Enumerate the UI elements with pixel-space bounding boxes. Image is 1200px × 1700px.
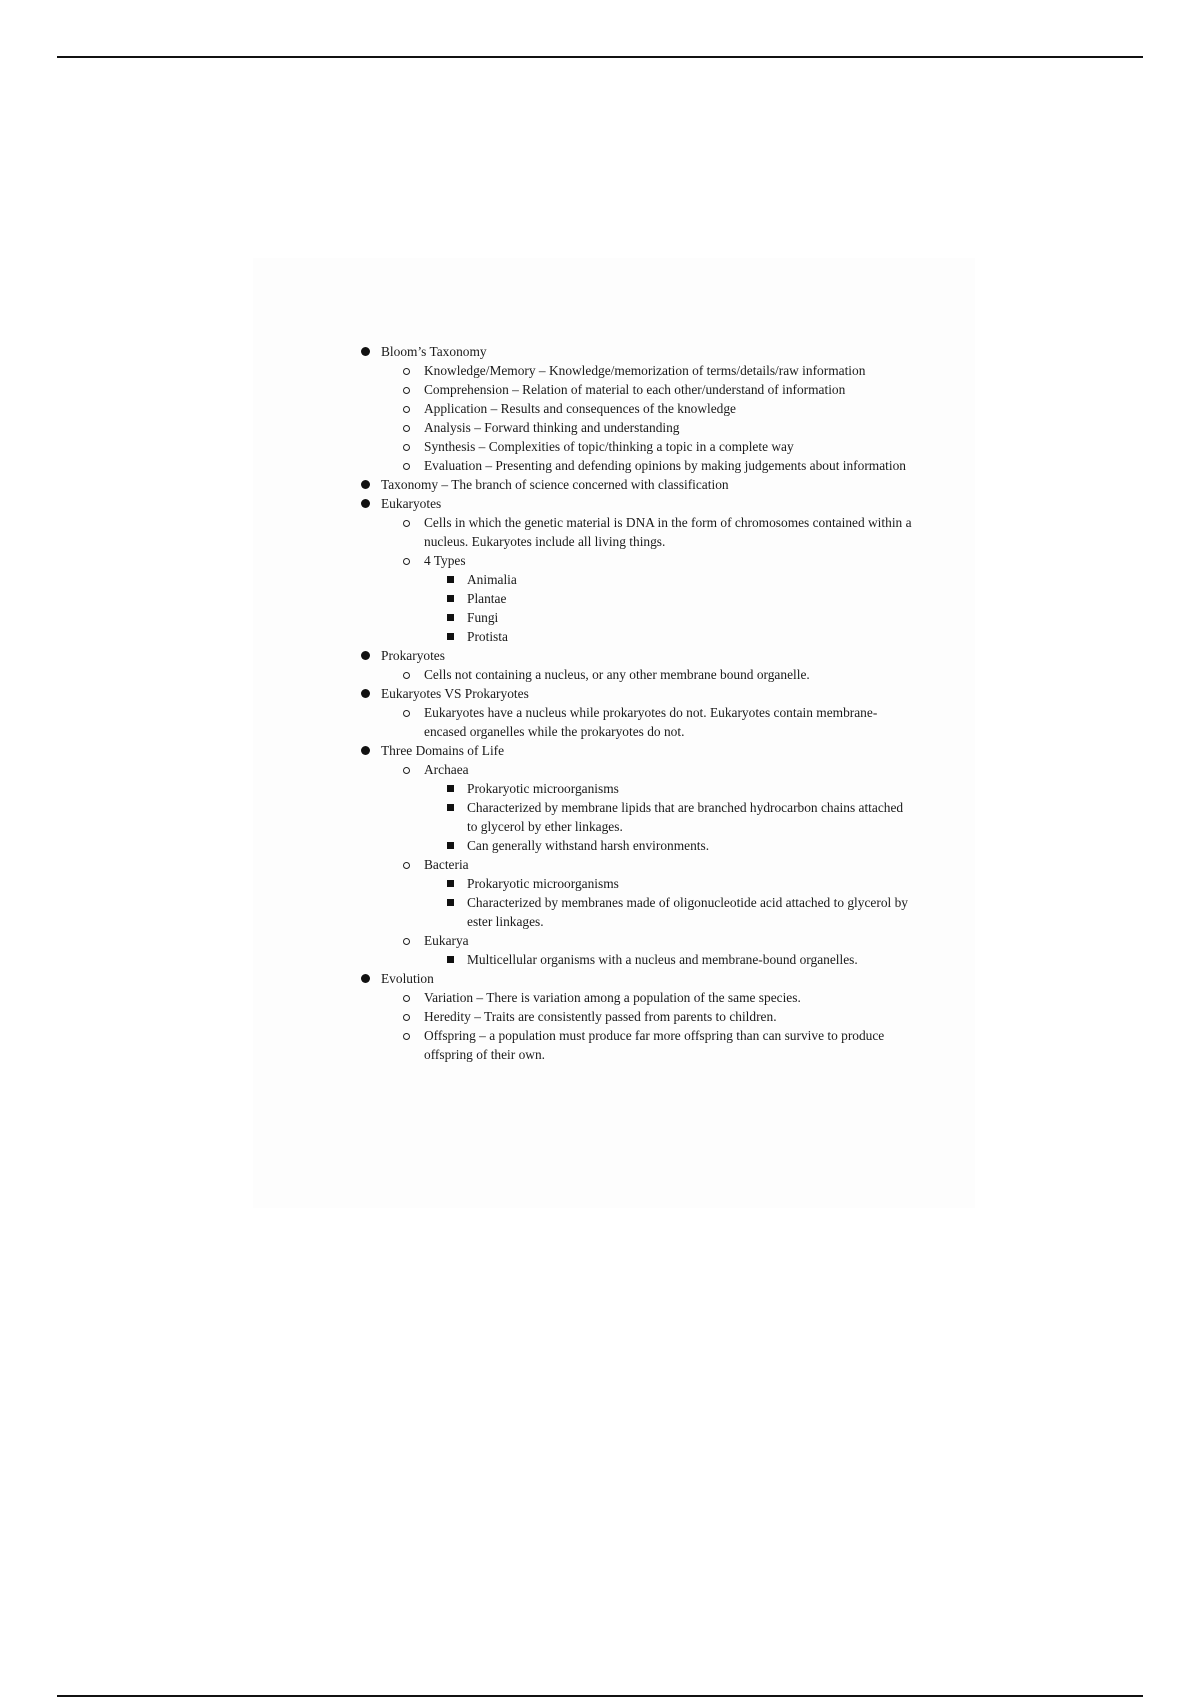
hollow-circle-bullet-icon [403, 1014, 410, 1021]
outline-item-level-3 [424, 570, 915, 589]
footer-rule [57, 1695, 1143, 1697]
filled-circle-bullet-icon [361, 689, 370, 698]
outline-item-text: 4 Types [424, 553, 466, 568]
hollow-circle-bullet-icon [403, 406, 410, 413]
hollow-circle-bullet-icon [403, 368, 410, 375]
outline-item-level-3 [424, 836, 915, 855]
outline-item-text: Bacteria [424, 857, 469, 872]
outline-item-level-2 [381, 456, 915, 475]
outline-item-text: Application – Results and consequences of the knowledge [424, 401, 736, 416]
outline-item-text: Cells not containing a nucleus, or any other membrane bound organelle. [424, 667, 810, 682]
hollow-circle-bullet-icon [403, 862, 410, 869]
filled-circle-bullet-icon [361, 746, 370, 755]
outline-item-text: Eukaryotes VS Prokaryotes [381, 686, 529, 701]
filled-circle-bullet-icon [361, 480, 370, 489]
outline-item-level-3 [424, 589, 915, 608]
hollow-circle-bullet-icon [403, 995, 410, 1002]
outline-sublist [424, 950, 915, 969]
outline-item-level-1 [355, 342, 915, 475]
outline-sublist [381, 703, 915, 741]
hollow-circle-bullet-icon [403, 463, 410, 470]
outline-item-text: Characterized by membrane lipids that are branched hydrocarbon chains attached to glycerol by ether linkages. [467, 800, 904, 834]
square-bullet-icon [447, 633, 454, 640]
outline-item-level-2 [381, 380, 915, 399]
outline-item-level-2 [381, 1026, 915, 1064]
outline-item-level-2 [381, 437, 915, 456]
outline-item-text: Bloom’s Taxonomy [381, 344, 487, 359]
outline-item-level-2 [381, 665, 915, 684]
outline-item-text: Three Domains of Life [381, 743, 505, 758]
square-bullet-icon [447, 842, 454, 849]
outline-item-text: Fungi [467, 610, 499, 625]
outline-item-level-2 [381, 931, 915, 969]
outline-item-text: Multicellular organisms with a nucleus and membrane-bound organelles. [467, 952, 858, 967]
outline-item-level-2 [381, 399, 915, 418]
outline-sublist [381, 361, 915, 475]
outline-item-text: Prokaryotic microorganisms [467, 781, 619, 796]
hollow-circle-bullet-icon [403, 387, 410, 394]
outline-item-text: Archaea [424, 762, 469, 777]
square-bullet-icon [447, 614, 454, 621]
outline-item-level-2 [381, 513, 915, 551]
outline-item-level-2 [381, 361, 915, 380]
outline-item-level-2 [381, 1007, 915, 1026]
outline-item-level-1 [355, 684, 915, 741]
outline-item-level-3 [424, 950, 915, 969]
filled-circle-bullet-icon [361, 651, 370, 660]
outline-item-level-3 [424, 874, 915, 893]
outline-sublist [381, 988, 915, 1064]
hollow-circle-bullet-icon [403, 520, 410, 527]
outline-item-level-1 [355, 646, 915, 684]
outline-item-text: Can generally withstand harsh environments. [467, 838, 710, 853]
outline-item-text: Prokaryotic microorganisms [467, 876, 619, 891]
outline-item-text: Variation – There is variation among a population of the same species. [424, 990, 801, 1005]
outline-sublist [424, 779, 915, 855]
outline-item-text: Eukarya [424, 933, 469, 948]
square-bullet-icon [447, 880, 454, 887]
outline-item-text: Offspring – a population must produce far more offspring than can survive to produce offspring of their own. [424, 1028, 885, 1062]
outline-item-level-1 [355, 741, 915, 969]
outline-item-text: Protista [467, 629, 508, 644]
outline-item-text: Heredity – Traits are consistently passed from parents to children. [424, 1009, 777, 1024]
outline-item-text: Knowledge/Memory – Knowledge/memorization of terms/details/raw information [424, 363, 866, 378]
filled-circle-bullet-icon [361, 499, 370, 508]
outline-sublist [424, 874, 915, 931]
outline-item-text: Animalia [467, 572, 517, 587]
outline-item-text: Eukaryotes [381, 496, 442, 511]
square-bullet-icon [447, 804, 454, 811]
hollow-circle-bullet-icon [403, 425, 410, 432]
hollow-circle-bullet-icon [403, 1033, 410, 1040]
square-bullet-icon [447, 576, 454, 583]
outline-item-level-3 [424, 608, 915, 627]
outline-item-level-3 [424, 627, 915, 646]
outline-item-text: Eukaryotes have a nucleus while prokaryotes do not. Eukaryotes contain membrane-encased organelles while the prokaryotes do not. [424, 705, 878, 739]
square-bullet-icon [447, 899, 454, 906]
outline-item-level-1 [355, 475, 915, 494]
hollow-circle-bullet-icon [403, 672, 410, 679]
outline-item-text: Taxonomy – The branch of science concerned with classification [381, 477, 729, 492]
outline-item-text: Plantae [467, 591, 507, 606]
outline-item-level-2 [381, 418, 915, 437]
outline-item-level-2 [381, 703, 915, 741]
outline-item-text: Synthesis – Complexities of topic/thinking a topic in a complete way [424, 439, 794, 454]
outline-item-text: Analysis – Forward thinking and understanding [424, 420, 680, 435]
outline-sublist [381, 665, 915, 684]
square-bullet-icon [447, 785, 454, 792]
outline-sublist [381, 513, 915, 646]
outline-item-level-2 [381, 551, 915, 646]
outline-item-level-3 [424, 798, 915, 836]
outline-sublist [424, 570, 915, 646]
outline-item-text: Evolution [381, 971, 434, 986]
outline-item-text: Prokaryotes [381, 648, 445, 663]
outline-item-level-1 [355, 494, 915, 646]
outline-item-level-2 [381, 760, 915, 855]
hollow-circle-bullet-icon [403, 558, 410, 565]
outline-item-text: Evaluation – Presenting and defending opinions by making judgements about information [424, 458, 906, 473]
outline-item-level-1 [355, 969, 915, 1064]
outline-item-text: Cells in which the genetic material is DNA in the form of chromosomes contained within a nucleus. Eukaryotes include all living things. [424, 515, 912, 549]
hollow-circle-bullet-icon [403, 767, 410, 774]
filled-circle-bullet-icon [361, 974, 370, 983]
square-bullet-icon [447, 956, 454, 963]
hollow-circle-bullet-icon [403, 938, 410, 945]
outline-sublist [381, 760, 915, 969]
outline-item-level-2 [381, 855, 915, 931]
outline-item-text: Characterized by membranes made of oligonucleotide acid attached to glycerol by ester linkages. [467, 895, 908, 929]
outline-item-level-2 [381, 988, 915, 1007]
notes-outline [355, 342, 915, 1064]
outline-item-level-3 [424, 779, 915, 798]
hollow-circle-bullet-icon [403, 444, 410, 451]
outline-item-level-3 [424, 893, 915, 931]
square-bullet-icon [447, 595, 454, 602]
filled-circle-bullet-icon [361, 347, 370, 356]
hollow-circle-bullet-icon [403, 710, 410, 717]
header-rule [57, 56, 1143, 58]
outline-item-text: Comprehension – Relation of material to each other/understand of information [424, 382, 846, 397]
